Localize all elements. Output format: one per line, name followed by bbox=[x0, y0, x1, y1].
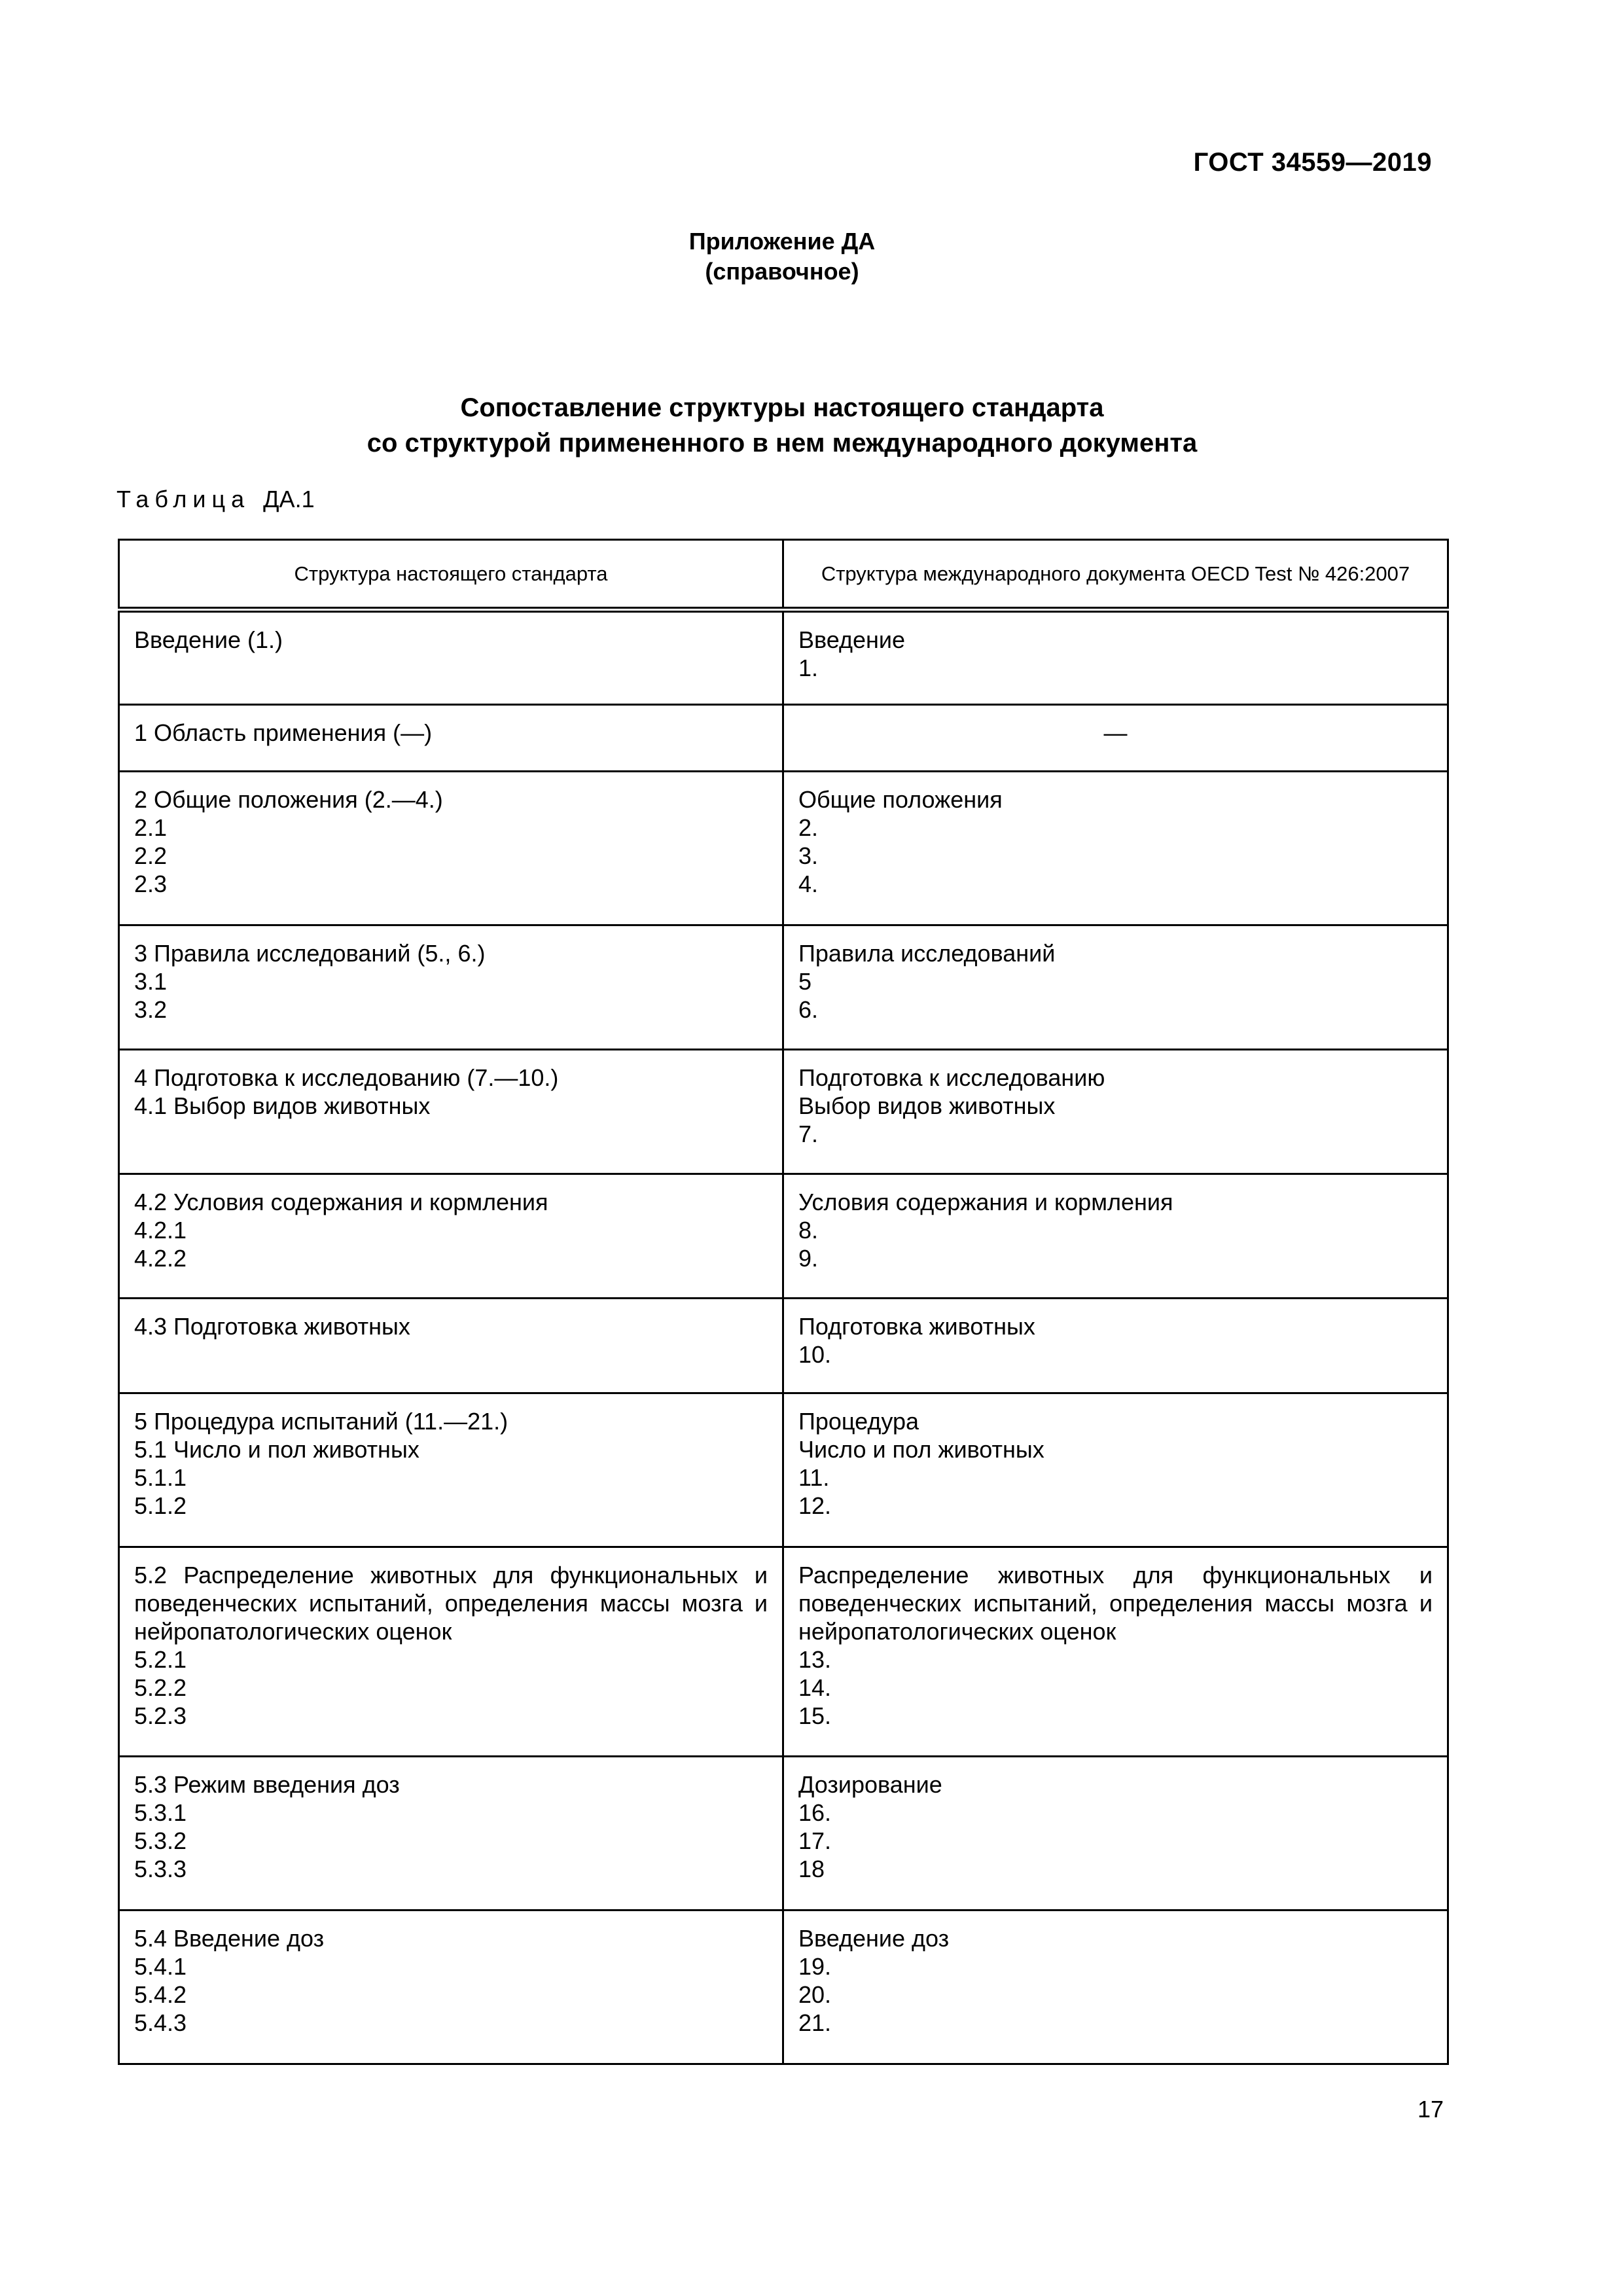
cell-line: Процедура bbox=[798, 1408, 919, 1435]
cell-line: 5.3.1 bbox=[134, 1799, 187, 1826]
cell-line: 3. bbox=[798, 842, 819, 869]
cell-this-standard bbox=[119, 1757, 783, 1910]
table-body bbox=[119, 610, 1448, 2064]
cell-line: Правила исследований bbox=[798, 940, 1056, 967]
section-title bbox=[0, 390, 1564, 461]
table-row bbox=[119, 1393, 1448, 1547]
cell-line: 4.2.2 bbox=[134, 1245, 187, 1272]
table-caption-number: ДА.1 bbox=[263, 486, 315, 512]
cell-line: 16. bbox=[798, 1799, 832, 1826]
table-row bbox=[119, 772, 1448, 925]
cell-line: Число и пол животных bbox=[798, 1436, 1044, 1463]
page-number: 17 bbox=[1417, 2096, 1444, 2123]
table-row bbox=[119, 610, 1448, 705]
cell-paragraph: 5.2 Распределение животных для функциональных и поведенческих испытаний, определения массы мозга и нейропатологических оценок bbox=[134, 1562, 768, 1645]
cell-line: 4. bbox=[798, 870, 819, 897]
header-this-standard: Структура настоящего стандарта bbox=[119, 540, 783, 610]
cell-line: 11. bbox=[798, 1464, 830, 1491]
cell-line: 2.2 bbox=[134, 842, 168, 869]
comparison-table bbox=[118, 539, 1449, 2065]
cell-line: 5.2.3 bbox=[134, 1702, 187, 1729]
cell-line: 5.3 Режим введения доз bbox=[134, 1771, 400, 1798]
standard-code-header: ГОСТ 34559—2019 bbox=[1193, 148, 1432, 177]
cell-this-standard bbox=[119, 610, 783, 705]
cell-line: 1 Область применения (—) bbox=[134, 719, 433, 746]
section-title-line-1: Сопоставление структуры настоящего стандарта bbox=[460, 393, 1104, 422]
cell-line: Введение (1.) bbox=[134, 626, 283, 653]
cell-international-document bbox=[783, 610, 1448, 705]
table-row bbox=[119, 1547, 1448, 1757]
cell-line: 15. bbox=[798, 1702, 832, 1729]
cell-line: 8. bbox=[798, 1217, 819, 1244]
appendix-heading bbox=[0, 226, 1564, 287]
cell-line: Выбор видов животных bbox=[798, 1092, 1056, 1119]
cell-line: 5.4.3 bbox=[134, 2009, 187, 2036]
cell-international-document bbox=[783, 925, 1448, 1050]
cell-line: 2. bbox=[798, 814, 819, 841]
cell-this-standard bbox=[119, 1299, 783, 1393]
cell-line: 5.1.1 bbox=[134, 1464, 187, 1491]
appendix-title: Приложение ДА bbox=[688, 228, 876, 255]
cell-line: 1. bbox=[798, 655, 819, 681]
cell-line: 5.4.2 bbox=[134, 1981, 187, 2008]
cell-line: 5.3.2 bbox=[134, 1827, 187, 1854]
cell-paragraph: Распределение животных для функциональных и поведенческих испытаний, определения массы мозга и нейропатологических оценок bbox=[798, 1562, 1433, 1645]
cell-international-document bbox=[783, 1910, 1448, 2064]
cell-this-standard bbox=[119, 1050, 783, 1174]
cell-line: 4.1 Выбор видов животных bbox=[134, 1092, 431, 1119]
cell-this-standard bbox=[119, 1547, 783, 1757]
cell-international-document bbox=[783, 1757, 1448, 1910]
table-caption bbox=[116, 486, 315, 513]
cell-line: 5.2.2 bbox=[134, 1674, 187, 1701]
cell-line: Введение bbox=[798, 626, 906, 653]
table-row bbox=[119, 1050, 1448, 1174]
cell-line: 5 Процедура испытаний (11.—21.) bbox=[134, 1408, 508, 1435]
cell-line: Условия содержания и кормления bbox=[798, 1189, 1173, 1215]
cell-line: 5.4.1 bbox=[134, 1953, 187, 1980]
cell-line: 7. bbox=[798, 1121, 819, 1147]
cell-international-document bbox=[783, 1174, 1448, 1299]
cell-line: 4.3 Подготовка животных bbox=[134, 1313, 410, 1340]
cell-line: 2.3 bbox=[134, 870, 168, 897]
cell-line: 12. bbox=[798, 1492, 832, 1519]
cell-line: Общие положения bbox=[798, 786, 1003, 813]
table-header-row bbox=[119, 540, 1448, 610]
cell-line: 2.1 bbox=[134, 814, 168, 841]
cell-line: 17. bbox=[798, 1827, 832, 1854]
cell-international-document bbox=[783, 1050, 1448, 1174]
cell-international-document bbox=[783, 1299, 1448, 1393]
cell-line: Подготовка животных bbox=[798, 1313, 1035, 1340]
cell-this-standard bbox=[119, 1910, 783, 2064]
cell-line: 4.2 Условия содержания и кормления bbox=[134, 1189, 548, 1215]
table-row bbox=[119, 925, 1448, 1050]
cell-line: 3 Правила исследований (5., 6.) bbox=[134, 940, 486, 967]
cell-line: 5.1 Число и пол животных bbox=[134, 1436, 419, 1463]
cell-line: 14. bbox=[798, 1674, 832, 1701]
cell-line: 18 bbox=[798, 1856, 825, 1882]
table-row bbox=[119, 1299, 1448, 1393]
cell-line: 13. bbox=[798, 1646, 832, 1673]
cell-line: 21. bbox=[798, 2009, 832, 2036]
cell-line: 2 Общие положения (2.—4.) bbox=[134, 786, 443, 813]
table-row bbox=[119, 1757, 1448, 1910]
table-row bbox=[119, 705, 1448, 772]
cell-this-standard bbox=[119, 1174, 783, 1299]
table-caption-word: Таблица bbox=[116, 486, 251, 512]
table-row bbox=[119, 1174, 1448, 1299]
cell-line: Введение доз bbox=[798, 1925, 950, 1952]
cell-international-document bbox=[783, 1393, 1448, 1547]
cell-this-standard bbox=[119, 925, 783, 1050]
cell-this-standard bbox=[119, 1393, 783, 1547]
cell-line: 3.1 bbox=[134, 968, 168, 995]
appendix-subtitle: (справочное) bbox=[705, 258, 859, 285]
cell-this-standard bbox=[119, 705, 783, 772]
cell-line: 5 bbox=[798, 968, 812, 995]
cell-line: 3.2 bbox=[134, 996, 168, 1023]
cell-line: 4 Подготовка к исследованию (7.—10.) bbox=[134, 1064, 559, 1091]
cell-line: 4.2.1 bbox=[134, 1217, 187, 1244]
cell-line: 9. bbox=[798, 1245, 819, 1272]
cell-line: 5.1.2 bbox=[134, 1492, 187, 1519]
cell-line: 20. bbox=[798, 1981, 832, 2008]
cell-line: — bbox=[1103, 719, 1128, 746]
cell-international-document bbox=[783, 705, 1448, 772]
section-title-line-2: со структурой примененного в нем международного документа bbox=[366, 429, 1198, 457]
cell-international-document bbox=[783, 772, 1448, 925]
table-row bbox=[119, 1910, 1448, 2064]
cell-line: 10. bbox=[798, 1341, 832, 1368]
cell-line: Подготовка к исследованию bbox=[798, 1064, 1105, 1091]
cell-line: 5.3.3 bbox=[134, 1856, 187, 1882]
cell-line: Дозирование bbox=[798, 1771, 942, 1798]
header-international-document: Структура международного документа OECD Test № 426:2007 bbox=[783, 540, 1448, 610]
cell-line: 5.2.1 bbox=[134, 1646, 187, 1673]
cell-line: 6. bbox=[798, 996, 819, 1023]
cell-line: 5.4 Введение доз bbox=[134, 1925, 325, 1952]
cell-this-standard bbox=[119, 772, 783, 925]
cell-international-document bbox=[783, 1547, 1448, 1757]
cell-line: 19. bbox=[798, 1953, 832, 1980]
